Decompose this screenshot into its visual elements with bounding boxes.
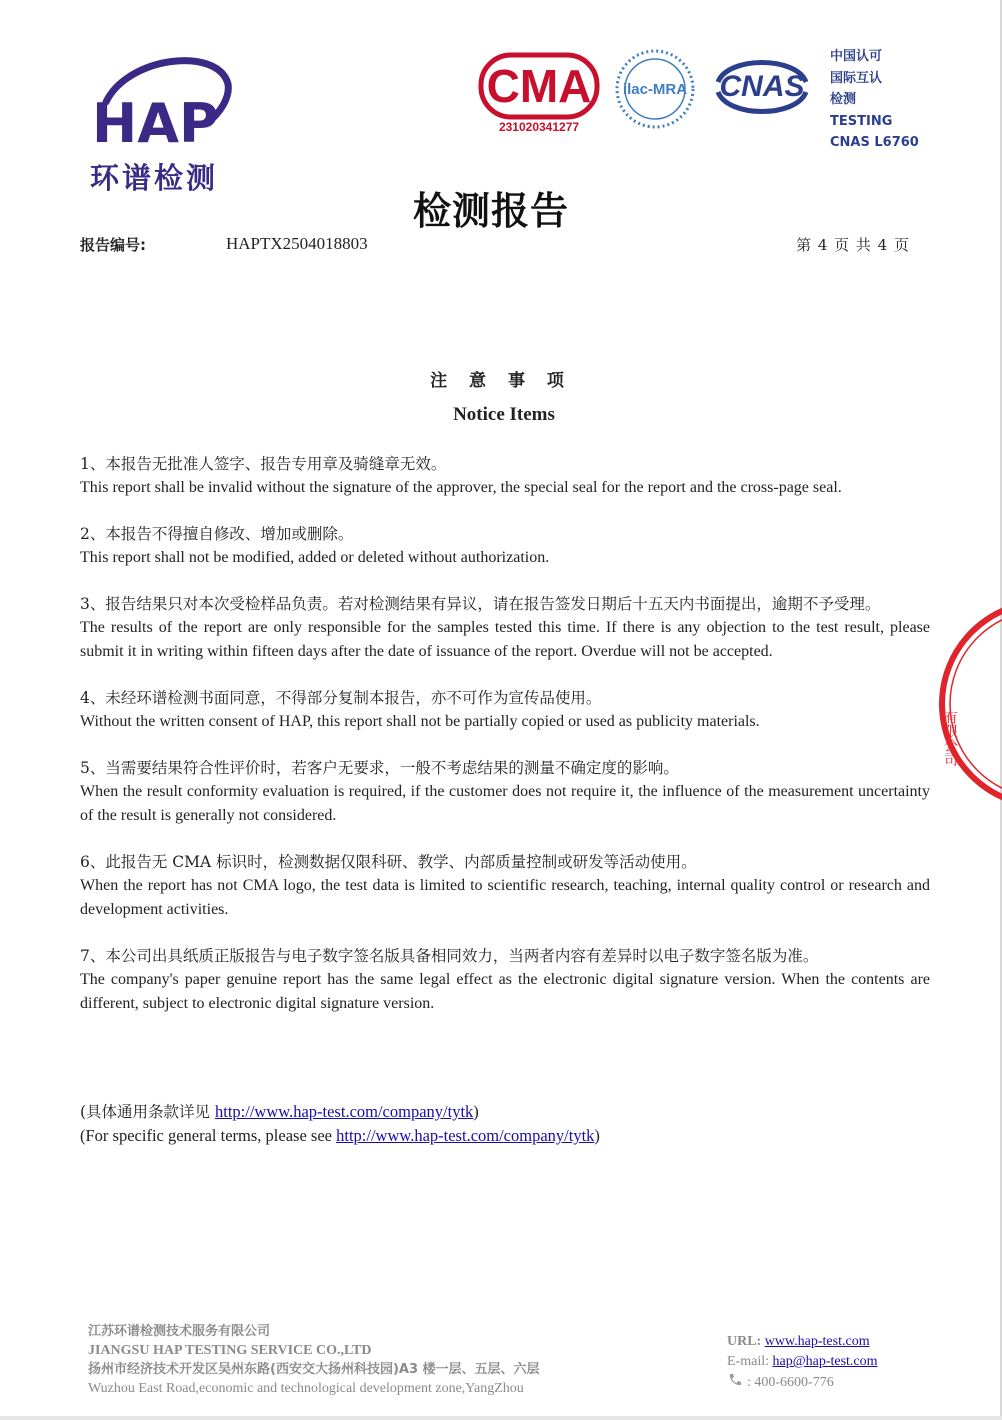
terms-cn-prefix: (具体通用条款详见: [80, 1103, 215, 1121]
footer-phone-row: [727, 1372, 878, 1393]
notice-item-en: When the result conformity evaluation is required, if the customer does not require it, the influence of the measurement uncertainty of the result is generally not considered.: [80, 783, 930, 824]
notice-item-cn: 4、未经环谱检测书面同意，不得部分复制本报告，亦不可作为宣传品使用。: [80, 689, 602, 707]
cnas-logo: [712, 52, 812, 122]
terms-line-en: [80, 1124, 930, 1148]
notice-item-cn: 1、本报告无批准人签字、报告专用章及骑缝章无效。: [80, 455, 447, 473]
footer-email-row: [727, 1352, 878, 1372]
footer-company-en: JIANGSU HAP TESTING SERVICE CO.,LTD: [88, 1343, 372, 1358]
terms-en-suffix: ): [594, 1126, 600, 1145]
notice-item: [80, 686, 930, 734]
notice-item-en: This report shall not be modified, added or deleted without authorization.: [80, 549, 550, 566]
notice-item-cn: 3、报告结果只对本次受检样品负责。若对检测结果有异议，请在报告签发日期后十五天内书面提出，逾期不予受理。: [80, 595, 881, 613]
notice-item-en: This report shall be invalid without the signature of the approver, the special seal for the report and the cross-page seal.: [80, 479, 842, 496]
page-info: 第 4 页 共 4 页: [796, 236, 910, 254]
footer-url-label: URL:: [727, 1334, 762, 1349]
report-title: 检测报告: [412, 189, 569, 233]
footer-address-en: Wuzhou East Road,economic and technological development zone,YangZhou: [88, 1381, 524, 1396]
report-meta: [80, 234, 910, 256]
cert-line: 国际互认: [830, 70, 883, 86]
hap-logo-text: HAP: [92, 92, 219, 155]
notice-item: [80, 756, 930, 828]
notice-item: [80, 452, 930, 500]
notice-item-cn: 5、当需要结果符合性评价时，若客户无要求，一般不考虑结果的测量不确定度的影响。: [80, 759, 679, 777]
phone-icon: [727, 1372, 743, 1388]
footer-email-link[interactable]: hap@hap-test.com: [772, 1354, 878, 1369]
terms-link[interactable]: http://www.hap-test.com/company/tytk: [214, 1102, 474, 1121]
notice-item-cn: 2、本报告不得擅自修改、增加或删除。: [80, 525, 354, 543]
notice-item-en: The results of the report are only responsible for the samples tested this time. If there is any objection to the test result, please submit it in writing within fifteen days after the date of issuance of the report. Overdue will not be accepted.: [80, 619, 930, 660]
cert-line: CNAS L6760: [830, 135, 919, 150]
cma-logo-text: CMA: [486, 60, 592, 112]
ilac-mra-logo: [612, 46, 698, 132]
company-seal: [938, 598, 1002, 810]
cert-line: 检测: [830, 92, 857, 107]
notice-item-en: Without the written consent of HAP, this report shall not be partially copied or used as publicity materials.: [80, 713, 760, 730]
terms-line-cn: [80, 1100, 930, 1124]
footer-address-cn: 扬州市经济技术开发区吴州东路(西安交大扬州科技园)A3 楼一层、五层、六层: [88, 1362, 540, 1377]
footer-url-row: [727, 1332, 878, 1352]
general-terms: [80, 1100, 930, 1148]
footer-company-cn: 江苏环谱检测技术服务有限公司: [88, 1324, 271, 1339]
ilac-logo-text: ilac-MRA: [622, 81, 688, 98]
footer-phone: : 400-6600-776: [747, 1375, 834, 1390]
report-number-label: 报告编号:: [80, 236, 146, 254]
seal-text-cn: 有限公司: [942, 710, 958, 766]
notice-item-en: The company's paper genuine report has the same legal effect as the electronic digital signature version. When the contents are different, subject to electronic digital signature version.: [80, 971, 930, 1012]
page-bottom-edge: [0, 1416, 1002, 1420]
report-number-value: HAPTX2504018803: [226, 234, 368, 253]
notice-list: [80, 452, 930, 1038]
notice-item-en: When the report has not CMA logo, the test data is limited to scientific research, teaching, internal quality control or research and development activities.: [80, 877, 930, 918]
cnas-logo-text: CNAS: [719, 70, 805, 103]
hap-logo-cn: 环谱检测: [90, 161, 219, 195]
footer-email-label: E-mail:: [727, 1354, 769, 1369]
notice-item-cn: 7、本公司出具纸质正版报告与电子数字签名版具备相同效力，当两者内容有差异时以电子数字签名版为准。: [80, 947, 819, 965]
cma-number: 231020341277: [498, 120, 580, 134]
cert-block: [830, 46, 919, 154]
notice-title-en: Notice Items: [453, 404, 555, 425]
notice-title-cn: 注 意 事 项: [430, 371, 572, 391]
terms-en-prefix: (For specific general terms, please see: [80, 1126, 337, 1145]
notice-item-cn: 6、此报告无 CMA 标识时，检测数据仅限科研、教学、内部质量控制或研发等活动使用。: [80, 853, 697, 871]
notice-item: [80, 944, 930, 1016]
footer-contact: [727, 1332, 878, 1393]
notice-item: [80, 522, 930, 570]
footer-company: [88, 1322, 540, 1398]
cert-line: 中国认可: [830, 49, 883, 64]
footer-url-link[interactable]: www.hap-test.com: [764, 1334, 870, 1349]
terms-link[interactable]: http://www.hap-test.com/company/tytk: [336, 1126, 595, 1145]
cert-line: TESTING: [830, 113, 893, 129]
terms-cn-suffix: ): [473, 1102, 479, 1121]
notice-item: [80, 850, 930, 922]
notice-item: [80, 592, 930, 664]
